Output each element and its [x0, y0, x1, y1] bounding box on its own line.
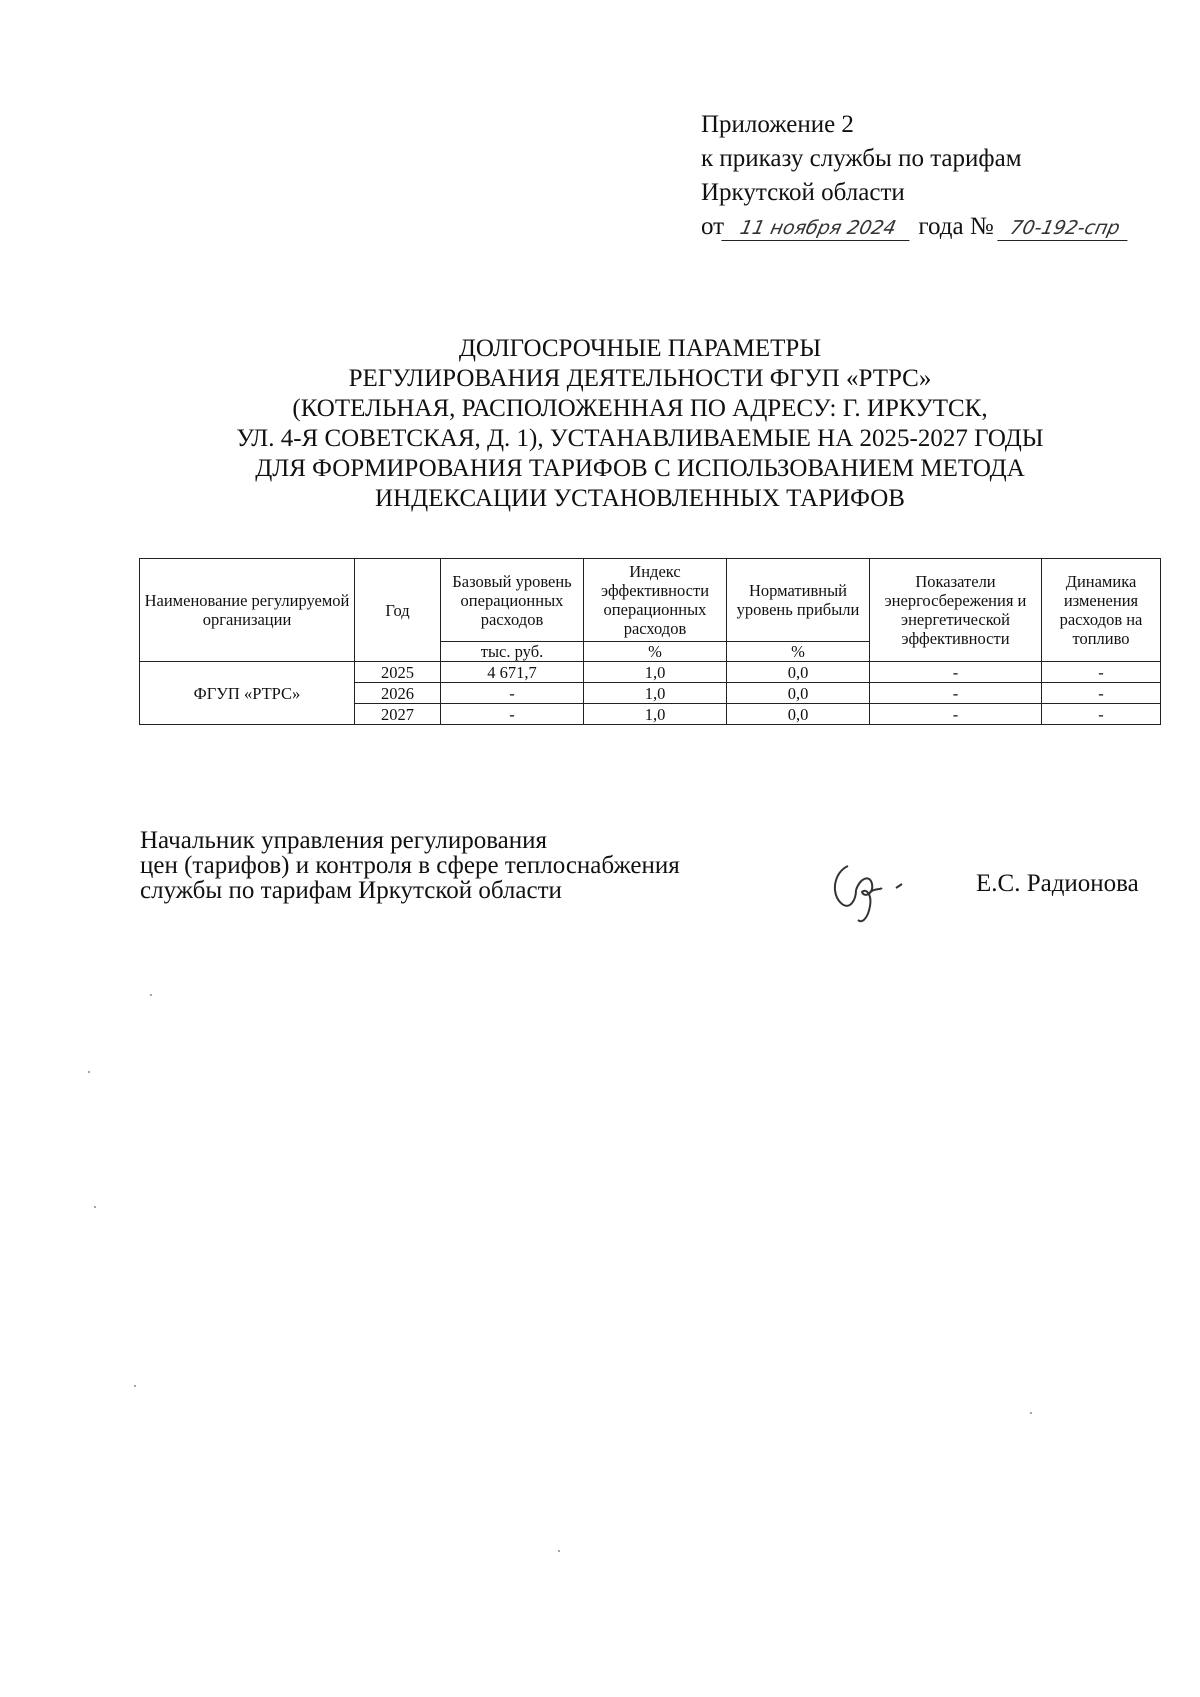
title-line-1: ДОЛГОСРОЧНЫЕ ПАРАМЕТРЫ	[458, 335, 822, 362]
cell-fuel-dynamics: -	[1042, 683, 1161, 704]
year-number-label: года №	[918, 213, 994, 240]
cell-fuel-dynamics: -	[1042, 704, 1161, 725]
header-organization: Наименование регулируемой организации	[140, 559, 355, 662]
title-line-3: (КОТЕЛЬНАЯ, РАСПОЛОЖЕННАЯ ПО АДРЕСУ: Г. ИРКУТСК,	[292, 395, 988, 422]
header-fuel-dynamics: Динамика изменения расходов на топливо	[1042, 559, 1161, 662]
title-line-5: ДЛЯ ФОРМИРОВАНИЯ ТАРИФОВ С ИСПОЛЬЗОВАНИЕМ МЕТОДА	[255, 455, 1025, 482]
position-line-2: цен (тарифов) и контроля в сфере теплоснабжения	[140, 852, 680, 879]
unit-efficiency-index: %	[584, 642, 727, 662]
cell-energy-saving: -	[870, 683, 1042, 704]
scan-speck	[94, 1206, 96, 1208]
cell-year: 2027	[355, 704, 441, 725]
header-year: Год	[355, 559, 441, 662]
cell-base-level: 4 671,7	[441, 662, 584, 683]
appendix-order-ref: к приказу службы по тарифам	[701, 145, 1022, 172]
appendix-header	[701, 108, 1130, 244]
parameters-table	[139, 558, 1161, 725]
scan-speck	[150, 994, 152, 996]
cell-base-level: -	[441, 683, 584, 704]
date-prefix: от	[701, 213, 725, 240]
cell-fuel-dynamics: -	[1042, 662, 1161, 683]
position-line-1: Начальник управления регулирования	[140, 827, 548, 854]
appendix-title: Приложение 2	[701, 111, 854, 138]
cell-profit-level: 0,0	[727, 704, 870, 725]
scan-speck	[1030, 1412, 1032, 1414]
cell-base-level: -	[441, 704, 584, 725]
handwritten-signature	[826, 848, 916, 928]
cell-profit-level: 0,0	[727, 662, 870, 683]
cell-energy-saving: -	[870, 662, 1042, 683]
scan-speck	[88, 1071, 90, 1073]
scan-speck	[558, 1550, 560, 1552]
unit-profit-level: %	[727, 642, 870, 662]
scan-speck	[134, 1385, 136, 1387]
title-line-4: УЛ. 4-Я СОВЕТСКАЯ, Д. 1), УСТАНАВЛИВАЕМЫЕ НА 2025-2027 ГОДЫ	[236, 425, 1044, 452]
appendix-region: Иркутской области	[701, 179, 905, 206]
cell-energy-saving: -	[870, 704, 1042, 725]
table-row	[140, 662, 1161, 683]
cell-year: 2026	[355, 683, 441, 704]
signer-name: Е.С. Радионова	[976, 870, 1139, 897]
cell-year: 2025	[355, 662, 441, 683]
document-title	[140, 334, 1140, 514]
handwritten-date: 11 ноября 2024	[721, 216, 914, 241]
header-profit-level: Нормативный уровень прибыли	[727, 559, 870, 642]
header-base-level: Базовый уровень операционных расходов	[441, 559, 584, 642]
cell-profit-level: 0,0	[727, 683, 870, 704]
header-energy-saving: Показатели энергосбережения и энергетической эффективности	[870, 559, 1042, 662]
cell-efficiency-index: 1,0	[584, 704, 727, 725]
table-header-row	[140, 559, 1161, 642]
title-line-2: РЕГУЛИРОВАНИЯ ДЕЯТЕЛЬНОСТИ ФГУП «РТРС»	[348, 365, 932, 392]
unit-base-level: тыс. руб.	[441, 642, 584, 662]
position-line-3: службы по тарифам Иркутской области	[140, 877, 562, 904]
cell-efficiency-index: 1,0	[584, 662, 727, 683]
organization-name: ФГУП «РТРС»	[140, 662, 355, 725]
handwritten-order-number: 70-192-спр	[997, 216, 1132, 241]
header-efficiency-index: Индекс эффективности операционных расходов	[584, 559, 727, 642]
appendix-date-line	[701, 210, 1130, 244]
title-line-6: ИНДЕКСАЦИИ УСТАНОВЛЕННЫХ ТАРИФОВ	[375, 485, 905, 512]
signatory-position	[140, 828, 680, 903]
cell-efficiency-index: 1,0	[584, 683, 727, 704]
